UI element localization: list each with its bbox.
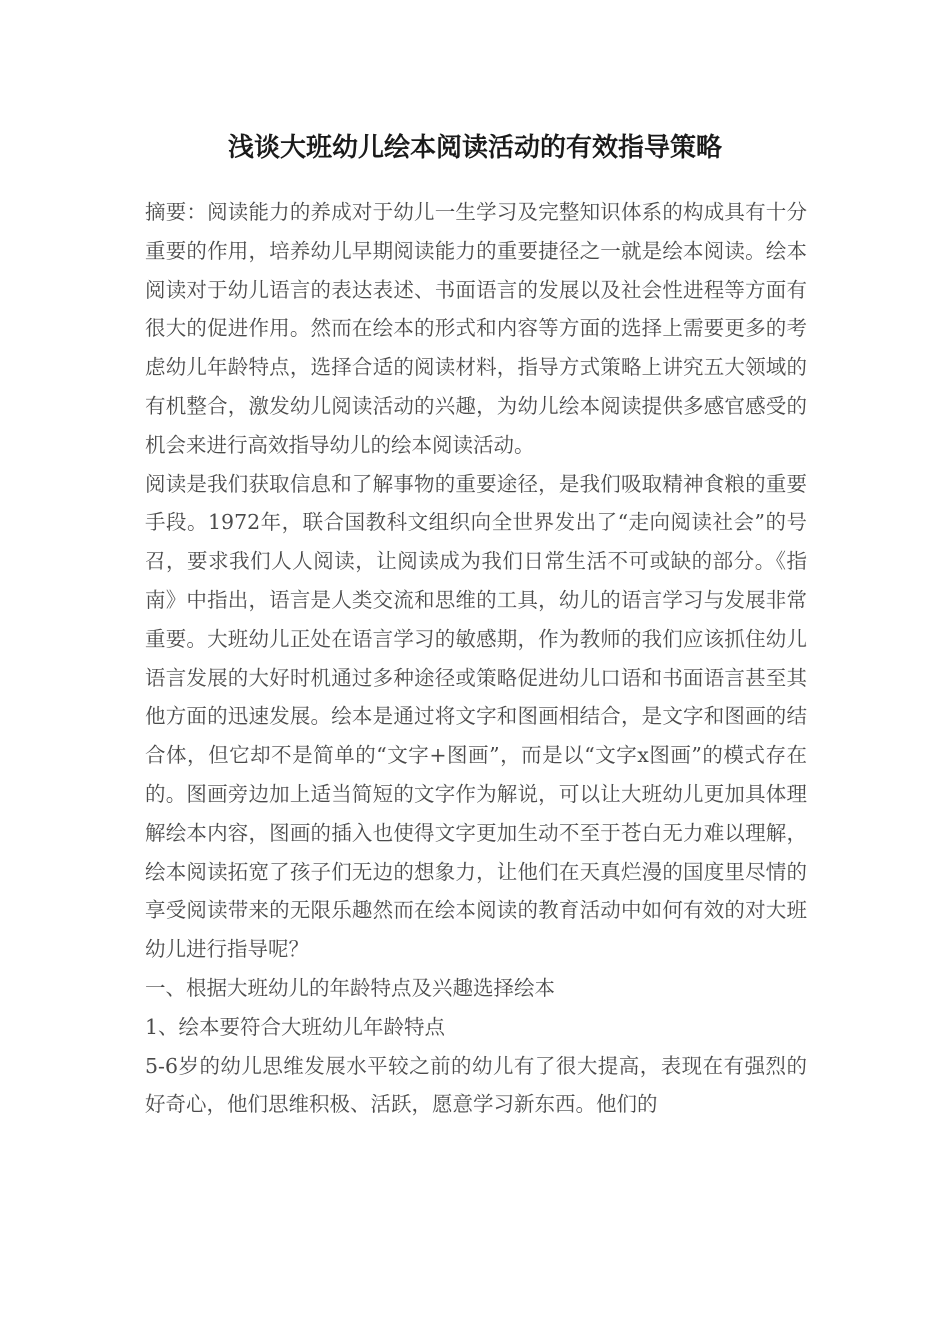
abstract-paragraph: 摘要：阅读能力的养成对于幼儿一生学习及完整知识体系的构成具有十分重要的作用，培养幼儿早期阅读能力的重要捷径之一就是绘本阅读。绘本阅读对于幼儿语言的表达表述、书面语言的发展以及社会性进程等方面有很大的促进作用。然而在绘本的形式和内容等方面的选择上需要更多的考虑幼儿年龄特点，选择合适的阅读材料，指导方式策略上讲究五大领域的有机整合，激发幼儿阅读活动的兴趣，为幼儿绘本阅读提供多感官感受的机会来进行高效指导幼儿的绘本阅读活动。 [145, 200, 807, 457]
subsection-heading: 1、绘本要符合大班幼儿年龄特点 [145, 1014, 446, 1039]
document-body [145, 193, 807, 1124]
section-heading: 一、根据大班幼儿的年龄特点及兴趣选择绘本 [145, 975, 555, 1000]
intro-paragraph: 阅读是我们获取信息和了解事物的重要途径，是我们吸取精神食粮的重要手段。1972年，联合国教科文组织向全世界发出了“走向阅读社会”的号召，要求我们人人阅读，让阅读成为我们日常生活不可或缺的部分。《指南》中指出，语言是人类交流和思维的工具，幼儿的语言学习与发展非常重要。大班幼儿正处在语言学习的敏感期，作为教师的我们应该抓住幼儿语言发展的大好时机通过多种途径或策略促进幼儿口语和书面语言甚至其他方面的迅速发展。绘本是通过将文字和图画相结合，是文字和图画的结合体，但它却不是简单的“文字+图画”，而是以“文字x图画”的模式存在的。图画旁边加上适当简短的文字作为解说，可以让大班幼儿更加具体理解绘本内容，图画的插入也使得文字更加生动不至于苍白无力难以理解，绘本阅读拓宽了孩子们无边的想象力，让他们在天真烂漫的国度里尽情的享受阅读带来的无限乐趣然而在绘本阅读的教育活动中如何有效的对大班幼儿进行指导呢？ [145, 471, 807, 962]
body-paragraph: 5-6岁的幼儿思维发展水平较之前的幼儿有了很大提高，表现在有强烈的好奇心，他们思维积极、活跃，愿意学习新东西。他们的 [145, 1053, 807, 1117]
document-title: 浅谈大班幼儿绘本阅读活动的有效指导策略 [227, 133, 722, 163]
